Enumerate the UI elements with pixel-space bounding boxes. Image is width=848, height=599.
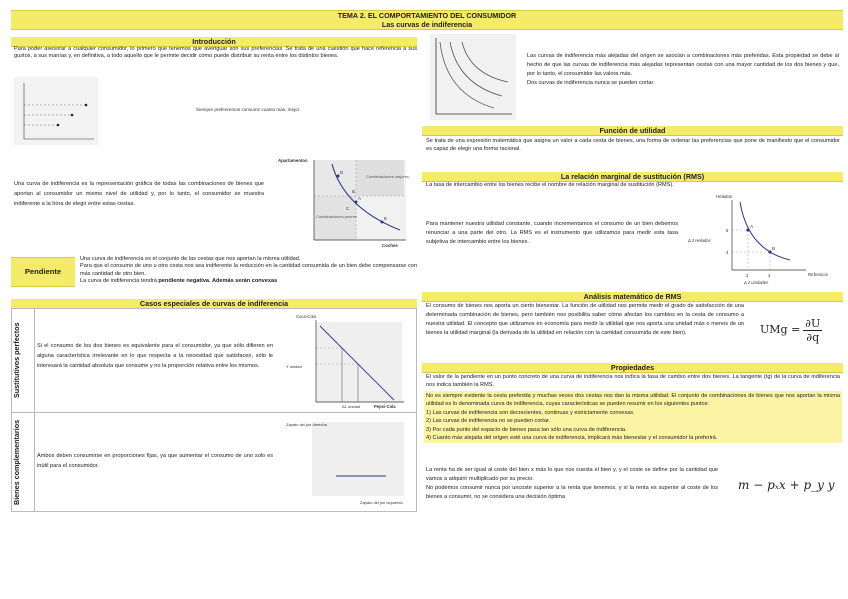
- curve-point-e: E: [384, 216, 388, 221]
- perfect-substitutes-figure: [282, 312, 412, 410]
- slope-line-1: Una curva de indiferencia es el conjunto de las cestas que nos aportan la misma utilidad.: [80, 256, 301, 262]
- indifference-curve-figure: [278, 156, 410, 248]
- slope-text: [80, 256, 417, 286]
- properties-highlight-block: [424, 391, 842, 443]
- utility-function-title: Función de utilidad: [422, 126, 843, 136]
- budget-text-1: La renta ha de ser igual al coste del bien x más lo que nos cuesta el bien y, y el coste se define por la cantidad que vamos a adquirir multiplicado por su precio.: [426, 467, 718, 482]
- rms-x-axis-label: Refrescos: [808, 272, 828, 277]
- marginal-utility-denominator: ∂q: [806, 331, 820, 344]
- rms-dx-label: Δ 2 unidades: [744, 280, 769, 285]
- intro-figure: [14, 77, 98, 145]
- document-title: TEMA 2. EL COMPORTAMIENTO DEL CONSUMIDOR: [11, 10, 843, 21]
- perfect-substitutes-text: Si el consumo de los dos bienes es equivalente para el consumidor, ya que sólo difieren en alguna característica irrelevante en lo que respecta a la necesidad que satisfacen, sólo le interesará la cantidad absoluta que consume y no la proporción relativa entre los mismos.: [37, 343, 273, 369]
- curve-x-axis-label: Coches: [382, 243, 398, 248]
- properties-item-1: 1) Las curvas de indiferencia son decrecientes, continuas y estrictamente convexas.: [426, 409, 635, 416]
- marginal-utility-fraction: [803, 318, 822, 343]
- slope-label-box: [11, 257, 75, 287]
- properties-item-4: 4) Cuanto más alejada del origen esté una curva de indiferencia, implicará más bienestar y el consumidor la preferirá.: [426, 434, 718, 441]
- rms-x-tick-hi: 4: [768, 273, 771, 278]
- substitutes-y-axis-label: Coca-Cola: [296, 314, 316, 319]
- rms-text: Para mantener nuestra utilidad constante, cuando incrementamos el consumo de un bien debemos renunciar a una parte del otro. La RMS es el instrumento que utilizamos para medir esta tasa subjetiva de intercambio entre los bienes.: [426, 221, 678, 245]
- document-subtitle: Las curvas de indiferencia: [11, 20, 843, 30]
- curve-point-a: A: [358, 196, 362, 201]
- curve-y-axis-label: Apartamentos: [278, 158, 308, 163]
- intro-title: Introducción: [11, 37, 417, 47]
- perfect-complements-label: Bienes complementarios: [12, 419, 21, 505]
- curve-point-d: D: [340, 170, 344, 175]
- substitutes-x-axis-label: Pepsi-Cola: [374, 404, 396, 409]
- perfect-complements-text: Ambos deben consumirse en proporciones fijas, ya que aumentar el consumo de uno solo es inútil para el consumidor.: [37, 453, 273, 469]
- substitutes-x-mark: Δ1 unidad: [342, 404, 361, 409]
- properties-item-3: 3) Por cada punto del espacio de bienes pasa tan sólo una curva de indiferencia.: [426, 426, 627, 433]
- properties-text-1: El valor de la pendiente en un punto concreto de una curva de indiferencia nos indica la tasa de cambio entre dos bienes. La tangente (tg) de la curva de indiferencia nos indica también la RMS.: [426, 374, 840, 389]
- table-row-divider: [12, 412, 416, 413]
- substitutes-y-mark: Y unidad: [286, 364, 302, 369]
- perfect-complements-figure: [282, 418, 412, 510]
- budget-text-2: No podemos consumir nunca por uncoste superior a la renta que tenemos, y si la renta es superior al coste de los bienes a consumir, no se considera una decisión óptima: [426, 484, 718, 500]
- budget-formula: m − pₓx + p_y y: [738, 478, 835, 492]
- rms-intro-text: La tasa de intercambio entre los bienes recibe el nombre de relación marginal de sustitución (RMS).: [426, 182, 674, 188]
- rms-point-a: A: [750, 225, 754, 230]
- complements-y-axis-label: Zapato del pie derecho: [286, 422, 327, 427]
- marginal-utility-formula: [760, 318, 822, 343]
- rms-x-tick-lo: 2: [746, 273, 749, 278]
- indifference-curve-text: Una curva de indiferencia es la representación gráfica de todas las combinaciones de bienes que aportan al consumidor un mismo nivel de utilidad y, por lo tanto, el consumidor se muestra indiferente a la hora de elegir entre estas cestas.: [14, 181, 264, 207]
- utility-function-text: Se trata de una expresión matemática que asigna un valor a cada cesta de bienes, una forma de ordenar las preferencias que pone de manifiesto que el consumidor es capaz de elegir una forma racional.: [426, 138, 840, 153]
- rms-y-tick-hi: 6: [726, 228, 729, 233]
- rms-y-tick-lo: 4: [726, 250, 729, 255]
- marginal-utility-numerator: ∂U: [805, 317, 821, 330]
- curve-point-b: B: [352, 189, 356, 194]
- rms-dy-label: Δ 2 Helados: [688, 238, 711, 243]
- curve-lower-label: Combinaciones peores: [316, 214, 357, 219]
- properties-title: Propiedades: [422, 363, 843, 373]
- slope-line-3: [80, 278, 417, 285]
- table-col-divider: [34, 309, 35, 511]
- rms-math-title: Análisis matemático de RMS: [422, 292, 843, 302]
- budget-text: [426, 466, 718, 502]
- complements-x-axis-label: Zapato del pie izquierdo: [360, 500, 403, 505]
- indifference-map-text-1: Las curvas de indiferencia más alejadas del origen se asocian a combinaciones más preferidas. Esta propiedad se debe al hecho de que las curvas de indiferencia más alejadas representan cestas con una mayor cantidad de los dos bienes y que, por lo tanto, el consumidor las valora más.: [527, 53, 839, 77]
- slope-line-2: Para que el consumo de uno u otro cesta nos sea indiferente la reducción en la cantidad consumida de un bien debe compensarse con más cantidad de otro bien.: [80, 263, 417, 277]
- rms-math-text: El consumo de bienes nos aporta un cierto bienestar. La función de utilidad nos permite medir el grado de satisfacción de una determinada combinación de bienes, pero también nos posibilita saber cómo afectan los cambios en la cesta de consumo a nuestra utilidad. El concepto que utilizamos en economía para medir la utilidad que nos aporta una unidad más o menos de un bienes la utilidad marginal (la derivada de la utilidad en relación con la cantidad consumida de este bien).: [426, 303, 744, 336]
- marginal-utility-lhs: UMg =: [760, 323, 801, 337]
- rms-title: La relación marginal de sustitución (RMS): [422, 172, 843, 182]
- indifference-map-figure: [430, 34, 516, 120]
- curve-upper-label: Combinaciones mejores: [366, 174, 409, 179]
- curve-point-c: C: [346, 206, 350, 211]
- rms-point-b: B: [772, 247, 776, 252]
- properties-item-2: 2) Las curvas de indiferencia no se pueden cortar.: [426, 418, 551, 425]
- rms-y-axis-label: Helados: [716, 194, 733, 199]
- indifference-map-text-2: Dos curvas de indiferencia nunca se pueden cortar.: [527, 79, 655, 86]
- indifference-map-text: [527, 52, 839, 88]
- rms-figure: [686, 190, 836, 288]
- special-cases-title: Casos especiales de curvas de indiferencia: [11, 299, 417, 309]
- perfect-substitutes-label: Sustitutivos perfectos: [12, 322, 21, 398]
- slope-label: Pendiente: [24, 266, 62, 276]
- slope-line-3b: pendiente negativa. Además serán convexas: [158, 278, 278, 285]
- properties-text-2: No es siempre evidente la cesta preferida y muchas veces dos cestas nos dan la misma utilidad. El conjunto de combinaciones de bienes que nos aportan la misma utilidad es lo denominada curva de indiferencia, cuyas características se pueden resumir en los siguientes puntos:: [426, 393, 840, 408]
- intro-text: Para poder asesorar a cualquier consumidor, lo primero que tenemos que averiguar son sus preferencias. Se trata de una cuestión que hace referencia a sus gustos, a sus manías y, en definitiva, a todo aquello que le permite decidir cómo puede distribuir su renta entre los distintos bienes.: [14, 46, 417, 60]
- intro-figure-caption: Siempre preferiremos consumir cuanto más, mejor: [196, 107, 300, 112]
- slope-line-3a: La curva de indiferencia tendrá: [80, 278, 159, 285]
